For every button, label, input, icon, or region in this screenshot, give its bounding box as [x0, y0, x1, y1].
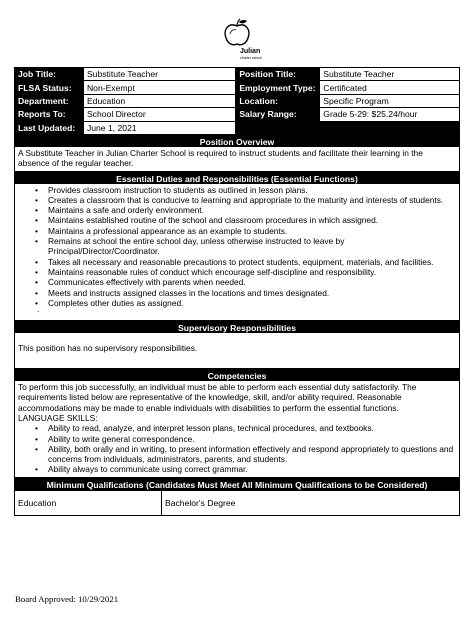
competencies-intro: To perform this job successfully, an individual must be able to perform each essential duty satisfactorily. The requirements listed below are representative of the knowledge, skill, and/or ability required. Reasonable accommodations may be made to enable individuals with disabilities to perform the essential functions.: [18, 382, 417, 413]
list-item: • Ability always to communicate using correct grammar.: [18, 464, 456, 474]
job-title-value: Substitute Teacher: [83, 68, 235, 81]
job-title-label: Job Title:: [15, 68, 84, 81]
employment-type-value: Certificated: [320, 81, 460, 94]
job-info-row: [15, 81, 460, 94]
list-item: • Completes other duties as assigned.: [18, 298, 456, 308]
list-item: • Maintains established routine of the school and classroom procedures in which assigned.: [18, 215, 456, 225]
list-item: • Maintains a safe and orderly environment.: [18, 205, 456, 215]
employment-type-label: Employment Type:: [236, 81, 320, 94]
language-skills-label: LANGUAGE SKILLS:: [18, 413, 98, 423]
essential-duties-section: [14, 184, 460, 322]
position-title-value: Substitute Teacher: [320, 68, 460, 81]
competencies-section: [14, 381, 460, 478]
last-updated-value: June 1, 2021: [83, 121, 235, 134]
list-item: • Meets and instructs assigned classes in the locations and times designated.: [18, 288, 456, 298]
education-value: Bachelor's Degree: [162, 490, 460, 515]
position-title-label: Position Title:: [236, 68, 320, 81]
julian-charter-logo: [218, 18, 274, 62]
location-value: Specific Program: [320, 94, 460, 107]
essential-duties-list: [18, 185, 456, 319]
last-updated-label: Last Updated:: [15, 121, 84, 134]
minimum-qualifications-table: [14, 490, 460, 516]
position-overview-section: [14, 147, 460, 172]
list-item: • Ability, both orally and in writing, to present information effectively and respond appropriately to questions and concerns from individuals, administrators, parents, and students.: [18, 444, 456, 465]
flsa-status-value: Non-Exempt: [83, 81, 235, 94]
education-label: Education: [15, 490, 162, 515]
job-info-row: [15, 68, 460, 81]
supervisory-heading: Supervisory Responsibilities: [14, 321, 460, 333]
competencies-heading: Competencies: [14, 369, 460, 381]
board-approved-footer: Board Approved: 10/29/2021: [15, 594, 119, 604]
department-value: Education: [83, 94, 235, 107]
reports-to-label: Reports To:: [15, 108, 84, 121]
location-label: Location:: [236, 94, 320, 107]
list-item: • Ability to write general correspondence.: [18, 434, 456, 444]
salary-range-value: Grade 5-29: $25.24/hour: [320, 108, 460, 121]
position-overview-text: A Substitute Teacher in Julian Charter School is required to instruct students and facilitate their learning in the absence of the regular teacher.: [18, 147, 423, 169]
apple-logo-icon: [220, 18, 256, 48]
list-item: • Remains at school the entire school day, unless otherwise instructed to leave by Principal/Director/Coordinator.: [18, 236, 456, 257]
essential-duties-heading: Essential Duties and Responsibilities (Essential Functions): [14, 172, 460, 184]
reports-to-value: School Director: [83, 108, 235, 121]
job-info-row: [15, 121, 460, 134]
list-item-empty: [18, 308, 456, 318]
table-row: [15, 490, 460, 515]
position-overview-heading: Position Overview: [14, 135, 460, 147]
minimum-qualifications-heading: Minimum Qualifications (Candidates Must Meet All Minimum Qualifications to be Considered): [14, 478, 460, 490]
salary-range-label: Salary Range:: [236, 108, 320, 121]
department-label: Department:: [15, 94, 84, 107]
list-item: • Maintains reasonable rules of conduct which encourage self-discipline and responsibility.: [18, 267, 456, 277]
language-skills-list: [18, 423, 456, 474]
job-info-row: [15, 108, 460, 121]
job-info-table: [14, 67, 460, 135]
job-description-document: [14, 67, 460, 516]
supervisory-section: [14, 333, 460, 369]
list-item: • Takes all necessary and reasonable precautions to protect students, equipment, materials, and facilities.: [18, 257, 456, 267]
list-item: • Maintains a professional appearance as an example to students.: [18, 226, 456, 236]
header-blank-cell: [236, 121, 460, 134]
logo-brand-text: Julian: [240, 48, 261, 55]
job-info-row: [15, 94, 460, 107]
list-item: • Creates a classroom that is conducive to learning and appropriate to the maturity and interests of students.: [18, 195, 456, 205]
logo-subtitle-text: charter school: [240, 56, 262, 60]
supervisory-text: This position has no supervisory responsibilities.: [18, 343, 198, 354]
list-item: • Communicates effectively with parents when needed.: [18, 277, 456, 287]
list-item: • Provides classroom instruction to students as outlined in lesson plans.: [18, 185, 456, 195]
flsa-status-label: FLSA Status:: [15, 81, 84, 94]
list-item: • Ability to read, analyze, and interpret lesson plans, technical procedures, and textbooks.: [18, 423, 456, 433]
